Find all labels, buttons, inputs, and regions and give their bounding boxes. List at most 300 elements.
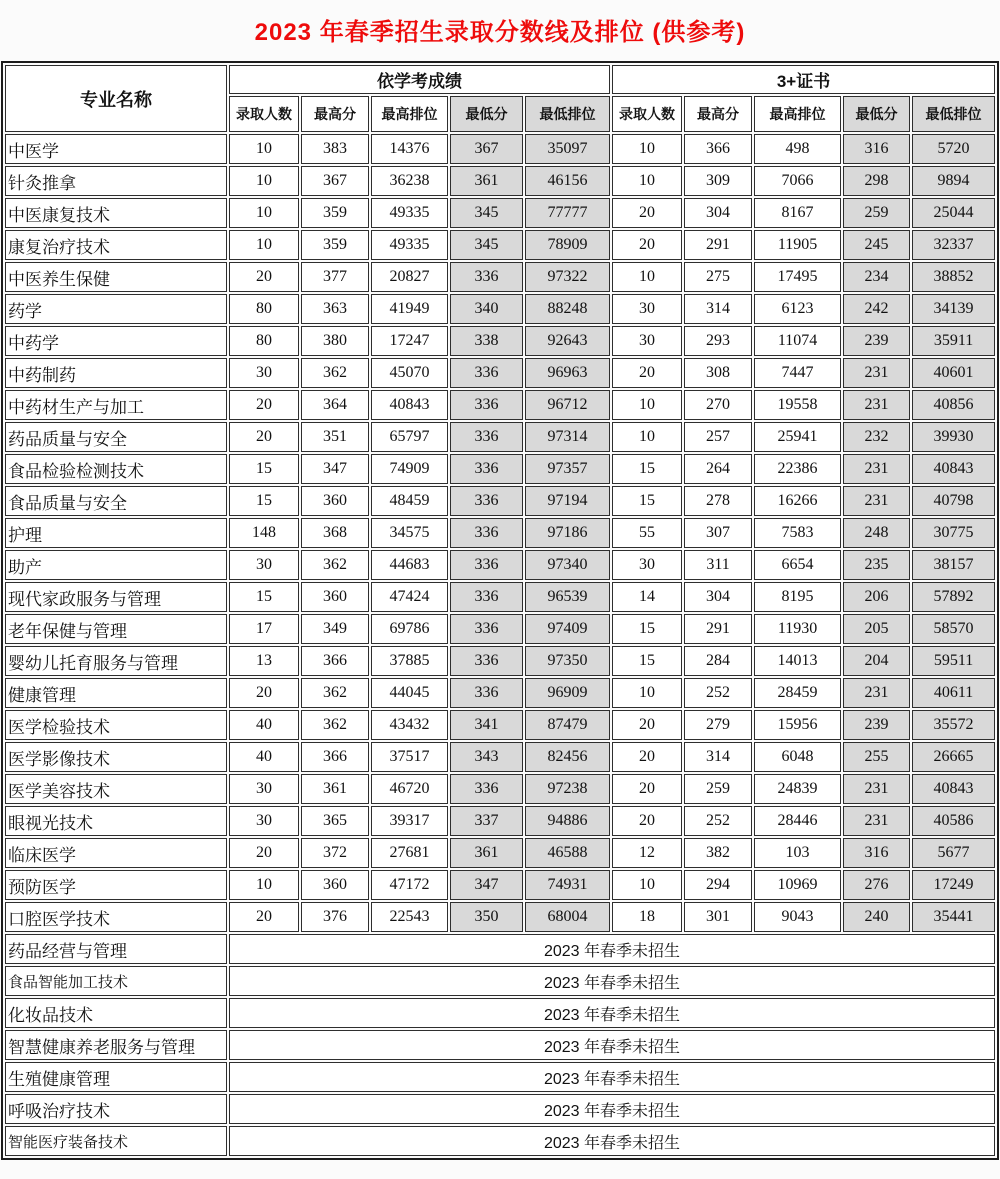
major-name-cell: 药品质量与安全 [5,422,227,452]
value-cell-group2-admitted-count: 30 [612,550,682,580]
value-cell-group2-lowest-rank: 26665 [912,742,995,772]
value-cell-group1-lowest-score: 338 [450,326,523,356]
value-cell-group2-lowest-rank: 40843 [912,454,995,484]
table-row-not-enrolled [5,998,995,1028]
value-cell-group2-lowest-score: 242 [843,294,910,324]
value-cell-group2-lowest-rank: 39930 [912,422,995,452]
value-cell-group2-lowest-score: 231 [843,806,910,836]
value-cell-group1-lowest-rank: 96539 [525,582,610,612]
major-name-cell: 中医养生保健 [5,262,227,292]
value-cell-group2-admitted-count: 10 [612,134,682,164]
value-cell-group2-lowest-score: 298 [843,166,910,196]
value-cell-group1-lowest-rank: 96712 [525,390,610,420]
value-cell-group2-lowest-score: 234 [843,262,910,292]
table-row [5,710,995,740]
table-row [5,678,995,708]
value-cell-group1-highest-score: 367 [301,166,369,196]
value-cell-group1-admitted-count: 30 [229,774,299,804]
value-cell-group2-highest-score: 308 [684,358,752,388]
major-name-cell: 医学影像技术 [5,742,227,772]
value-cell-group1-admitted-count: 10 [229,198,299,228]
value-cell-group2-lowest-score: 248 [843,518,910,548]
value-cell-group1-highest-score: 366 [301,646,369,676]
value-cell-group1-admitted-count: 15 [229,486,299,516]
value-cell-group1-highest-rank: 46720 [371,774,448,804]
value-cell-group1-lowest-rank: 97340 [525,550,610,580]
major-name-cell: 现代家政服务与管理 [5,582,227,612]
value-cell-group2-highest-score: 382 [684,838,752,868]
value-cell-group2-highest-rank: 22386 [754,454,841,484]
value-cell-group1-admitted-count: 30 [229,806,299,836]
value-cell-group2-admitted-count: 15 [612,486,682,516]
value-cell-group2-highest-score: 264 [684,454,752,484]
value-cell-group2-highest-rank: 24839 [754,774,841,804]
value-cell-group1-lowest-rank: 77777 [525,198,610,228]
value-cell-group2-admitted-count: 20 [612,198,682,228]
table-row [5,166,995,196]
value-cell-group1-lowest-rank: 97357 [525,454,610,484]
major-name-cell: 药品经营与管理 [5,934,227,964]
value-cell-group1-highest-score: 360 [301,486,369,516]
value-cell-group2-lowest-score: 239 [843,326,910,356]
value-cell-group1-lowest-score: 340 [450,294,523,324]
value-cell-group2-highest-score: 279 [684,710,752,740]
value-cell-group2-lowest-rank: 40611 [912,678,995,708]
value-cell-group1-lowest-rank: 82456 [525,742,610,772]
major-name-cell: 中医学 [5,134,227,164]
value-cell-group1-highest-score: 362 [301,550,369,580]
value-cell-group1-lowest-rank: 97194 [525,486,610,516]
value-cell-group1-highest-rank: 43432 [371,710,448,740]
value-cell-group2-lowest-score: 205 [843,614,910,644]
value-cell-group2-admitted-count: 14 [612,582,682,612]
value-cell-group2-admitted-count: 30 [612,326,682,356]
value-cell-group1-lowest-score: 336 [450,774,523,804]
value-cell-group1-highest-rank: 47424 [371,582,448,612]
major-name-cell: 生殖健康管理 [5,1062,227,1092]
table-row [5,806,995,836]
value-cell-group2-admitted-count: 20 [612,710,682,740]
major-name-cell: 食品检验检测技术 [5,454,227,484]
value-cell-group2-lowest-score: 316 [843,838,910,868]
value-cell-group2-admitted-count: 20 [612,806,682,836]
value-cell-group1-lowest-score: 336 [450,550,523,580]
value-cell-group1-lowest-score: 341 [450,710,523,740]
value-cell-group1-highest-rank: 41949 [371,294,448,324]
value-cell-group2-lowest-rank: 59511 [912,646,995,676]
value-cell-group2-highest-rank: 28459 [754,678,841,708]
major-name-cell: 中药学 [5,326,227,356]
table-row [5,134,995,164]
value-cell-group1-lowest-score: 336 [450,486,523,516]
value-cell-group1-admitted-count: 20 [229,422,299,452]
value-cell-group2-lowest-rank: 5677 [912,838,995,868]
value-cell-group2-admitted-count: 15 [612,454,682,484]
major-name-cell: 临床医学 [5,838,227,868]
table-row-not-enrolled [5,966,995,996]
value-cell-group1-admitted-count: 10 [229,870,299,900]
value-cell-group1-admitted-count: 20 [229,902,299,932]
value-cell-group1-highest-rank: 49335 [371,230,448,260]
value-cell-group2-highest-rank: 14013 [754,646,841,676]
value-cell-group1-highest-score: 364 [301,390,369,420]
value-cell-group2-lowest-rank: 35911 [912,326,995,356]
value-cell-group2-lowest-score: 204 [843,646,910,676]
value-cell-group1-highest-score: 359 [301,230,369,260]
value-cell-group1-highest-rank: 27681 [371,838,448,868]
value-cell-group1-lowest-rank: 46588 [525,838,610,868]
value-cell-group2-highest-rank: 11930 [754,614,841,644]
value-cell-group2-highest-score: 314 [684,742,752,772]
value-cell-group1-highest-score: 360 [301,582,369,612]
table-row [5,614,995,644]
value-cell-group1-lowest-score: 367 [450,134,523,164]
value-cell-group1-admitted-count: 80 [229,294,299,324]
value-cell-group1-lowest-rank: 46156 [525,166,610,196]
table-row [5,870,995,900]
value-cell-group1-highest-rank: 69786 [371,614,448,644]
value-cell-group2-highest-score: 278 [684,486,752,516]
value-cell-group2-highest-score: 311 [684,550,752,580]
value-cell-group2-lowest-score: 235 [843,550,910,580]
value-cell-group2-admitted-count: 30 [612,294,682,324]
value-cell-group2-highest-rank: 15956 [754,710,841,740]
value-cell-group1-highest-rank: 17247 [371,326,448,356]
value-cell-group1-highest-rank: 44683 [371,550,448,580]
page-title: 2023 年春季招生录取分数线及排位 (供参考) [254,19,746,46]
value-cell-group2-highest-rank: 8195 [754,582,841,612]
sub-header-group2-lowest-score: 最低分 [843,96,910,132]
value-cell-group2-lowest-rank: 57892 [912,582,995,612]
value-cell-group1-lowest-rank: 97322 [525,262,610,292]
value-cell-group1-lowest-score: 336 [450,358,523,388]
table-row [5,262,995,292]
value-cell-group1-lowest-rank: 97186 [525,518,610,548]
value-cell-group1-lowest-rank: 87479 [525,710,610,740]
value-cell-group1-lowest-rank: 96909 [525,678,610,708]
table-row-not-enrolled [5,1030,995,1060]
value-cell-group2-highest-rank: 8167 [754,198,841,228]
value-cell-group2-lowest-rank: 35441 [912,902,995,932]
table-row [5,454,995,484]
value-cell-group2-highest-score: 259 [684,774,752,804]
major-name-cell: 化妆品技术 [5,998,227,1028]
value-cell-group1-highest-rank: 20827 [371,262,448,292]
value-cell-group1-highest-score: 347 [301,454,369,484]
value-cell-group2-lowest-rank: 32337 [912,230,995,260]
group-header-certificate: 3+证书 [612,65,995,94]
major-name-cell: 医学美容技术 [5,774,227,804]
value-cell-group2-lowest-rank: 40798 [912,486,995,516]
value-cell-group2-admitted-count: 20 [612,230,682,260]
major-name-cell: 食品智能加工技术 [5,966,227,996]
value-cell-group2-highest-score: 304 [684,582,752,612]
value-cell-group1-lowest-score: 336 [450,614,523,644]
value-cell-group2-highest-score: 270 [684,390,752,420]
sub-header-group2-highest-score: 最高分 [684,96,752,132]
value-cell-group1-highest-score: 366 [301,742,369,772]
value-cell-group2-admitted-count: 15 [612,614,682,644]
value-cell-group1-highest-score: 361 [301,774,369,804]
value-cell-group2-highest-rank: 11074 [754,326,841,356]
value-cell-group1-admitted-count: 40 [229,742,299,772]
value-cell-group2-highest-rank: 17495 [754,262,841,292]
major-name-cell: 针灸推拿 [5,166,227,196]
major-name-cell: 食品质量与安全 [5,486,227,516]
value-cell-group1-admitted-count: 13 [229,646,299,676]
value-cell-group1-lowest-score: 345 [450,230,523,260]
major-name-cell: 康复治疗技术 [5,230,227,260]
value-cell-group2-highest-score: 291 [684,614,752,644]
admission-scores-table [1,61,999,1160]
value-cell-group1-highest-score: 376 [301,902,369,932]
table-row [5,518,995,548]
value-cell-group1-lowest-score: 361 [450,838,523,868]
table-row [5,326,995,356]
major-name-cell: 药学 [5,294,227,324]
value-cell-group2-admitted-count: 10 [612,870,682,900]
value-cell-group1-highest-rank: 45070 [371,358,448,388]
value-cell-group1-highest-rank: 14376 [371,134,448,164]
group-header-row [5,65,995,94]
value-cell-group2-lowest-rank: 38852 [912,262,995,292]
value-cell-group1-admitted-count: 15 [229,582,299,612]
value-cell-group2-lowest-rank: 17249 [912,870,995,900]
value-cell-group1-lowest-score: 347 [450,870,523,900]
value-cell-group2-admitted-count: 15 [612,646,682,676]
not-enrolled-cell: 2023 年春季未招生 [229,998,995,1028]
value-cell-group2-lowest-rank: 35572 [912,710,995,740]
major-name-cell: 中药材生产与加工 [5,390,227,420]
value-cell-group2-highest-rank: 11905 [754,230,841,260]
value-cell-group1-admitted-count: 20 [229,390,299,420]
value-cell-group1-lowest-rank: 97409 [525,614,610,644]
table-row [5,294,995,324]
sub-header-group2-highest-rank: 最高排位 [754,96,841,132]
value-cell-group1-highest-score: 383 [301,134,369,164]
value-cell-group2-lowest-score: 231 [843,358,910,388]
value-cell-group1-lowest-rank: 97238 [525,774,610,804]
value-cell-group2-lowest-score: 255 [843,742,910,772]
table-row-not-enrolled [5,1126,995,1156]
value-cell-group1-lowest-score: 350 [450,902,523,932]
value-cell-group2-highest-rank: 9043 [754,902,841,932]
value-cell-group2-highest-rank: 7583 [754,518,841,548]
table-row-not-enrolled [5,934,995,964]
table-row [5,646,995,676]
value-cell-group2-highest-rank: 28446 [754,806,841,836]
value-cell-group1-admitted-count: 40 [229,710,299,740]
major-name-cell: 健康管理 [5,678,227,708]
value-cell-group2-lowest-rank: 9894 [912,166,995,196]
value-cell-group2-highest-rank: 10969 [754,870,841,900]
value-cell-group1-highest-rank: 65797 [371,422,448,452]
value-cell-group1-admitted-count: 10 [229,230,299,260]
major-name-cell: 预防医学 [5,870,227,900]
table-row [5,198,995,228]
table-row [5,774,995,804]
value-cell-group2-highest-rank: 498 [754,134,841,164]
major-name-cell: 医学检验技术 [5,710,227,740]
value-cell-group1-admitted-count: 20 [229,838,299,868]
value-cell-group1-admitted-count: 30 [229,550,299,580]
value-cell-group1-highest-score: 363 [301,294,369,324]
value-cell-group1-lowest-rank: 92643 [525,326,610,356]
value-cell-group1-highest-rank: 49335 [371,198,448,228]
value-cell-group1-lowest-rank: 35097 [525,134,610,164]
value-cell-group1-highest-rank: 74909 [371,454,448,484]
value-cell-group1-lowest-rank: 96963 [525,358,610,388]
value-cell-group1-highest-rank: 44045 [371,678,448,708]
value-cell-group2-lowest-score: 231 [843,774,910,804]
value-cell-group1-admitted-count: 20 [229,262,299,292]
value-cell-group1-admitted-count: 20 [229,678,299,708]
not-enrolled-cell: 2023 年春季未招生 [229,1062,995,1092]
value-cell-group1-lowest-score: 336 [450,390,523,420]
value-cell-group2-highest-score: 304 [684,198,752,228]
value-cell-group1-highest-rank: 48459 [371,486,448,516]
value-cell-group2-highest-rank: 16266 [754,486,841,516]
value-cell-group1-highest-score: 359 [301,198,369,228]
value-cell-group1-admitted-count: 17 [229,614,299,644]
table-row [5,742,995,772]
table-row [5,422,995,452]
value-cell-group2-highest-score: 294 [684,870,752,900]
value-cell-group1-highest-rank: 36238 [371,166,448,196]
value-cell-group2-highest-score: 307 [684,518,752,548]
value-cell-group2-lowest-rank: 58570 [912,614,995,644]
value-cell-group2-admitted-count: 20 [612,742,682,772]
value-cell-group2-admitted-count: 10 [612,166,682,196]
major-name-cell: 口腔医学技术 [5,902,227,932]
value-cell-group2-lowest-rank: 5720 [912,134,995,164]
value-cell-group1-lowest-score: 345 [450,198,523,228]
value-cell-group2-admitted-count: 10 [612,390,682,420]
sub-header-group1-lowest-rank: 最低排位 [525,96,610,132]
value-cell-group2-highest-rank: 103 [754,838,841,868]
value-cell-group1-lowest-score: 336 [450,422,523,452]
value-cell-group2-highest-score: 252 [684,678,752,708]
value-cell-group1-lowest-score: 343 [450,742,523,772]
value-cell-group2-admitted-count: 18 [612,902,682,932]
value-cell-group1-lowest-score: 336 [450,678,523,708]
value-cell-group2-highest-rank: 25941 [754,422,841,452]
value-cell-group2-lowest-score: 240 [843,902,910,932]
value-cell-group2-highest-score: 252 [684,806,752,836]
value-cell-group2-highest-score: 275 [684,262,752,292]
value-cell-group1-lowest-rank: 78909 [525,230,610,260]
value-cell-group1-lowest-score: 336 [450,582,523,612]
value-cell-group2-lowest-rank: 34139 [912,294,995,324]
value-cell-group1-lowest-score: 336 [450,454,523,484]
value-cell-group1-lowest-rank: 94886 [525,806,610,836]
value-cell-group1-highest-rank: 39317 [371,806,448,836]
major-name-cell: 呼吸治疗技术 [5,1094,227,1124]
value-cell-group2-highest-rank: 6654 [754,550,841,580]
table-row-not-enrolled [5,1062,995,1092]
value-cell-group2-lowest-rank: 25044 [912,198,995,228]
table-row-not-enrolled [5,1094,995,1124]
not-enrolled-cell: 2023 年春季未招生 [229,1126,995,1156]
value-cell-group1-admitted-count: 148 [229,518,299,548]
value-cell-group2-lowest-score: 232 [843,422,910,452]
value-cell-group2-highest-score: 309 [684,166,752,196]
not-enrolled-cell: 2023 年春季未招生 [229,934,995,964]
major-name-cell: 婴幼儿托育服务与管理 [5,646,227,676]
value-cell-group2-admitted-count: 20 [612,358,682,388]
not-enrolled-cell: 2023 年春季未招生 [229,1030,995,1060]
value-cell-group2-admitted-count: 10 [612,678,682,708]
value-cell-group1-admitted-count: 80 [229,326,299,356]
not-enrolled-cell: 2023 年春季未招生 [229,1094,995,1124]
value-cell-group1-admitted-count: 15 [229,454,299,484]
major-name-cell: 助产 [5,550,227,580]
value-cell-group1-highest-rank: 47172 [371,870,448,900]
value-cell-group1-lowest-rank: 88248 [525,294,610,324]
sub-header-group2-admitted-count: 录取人数 [612,96,682,132]
value-cell-group2-lowest-score: 206 [843,582,910,612]
not-enrolled-cell: 2023 年春季未招生 [229,966,995,996]
value-cell-group2-highest-rank: 19558 [754,390,841,420]
value-cell-group2-highest-score: 301 [684,902,752,932]
value-cell-group1-admitted-count: 10 [229,134,299,164]
value-cell-group1-highest-rank: 37885 [371,646,448,676]
table-row [5,582,995,612]
value-cell-group2-highest-score: 366 [684,134,752,164]
value-cell-group1-highest-rank: 22543 [371,902,448,932]
value-cell-group2-highest-rank: 6048 [754,742,841,772]
value-cell-group1-highest-score: 362 [301,678,369,708]
value-cell-group1-lowest-score: 361 [450,166,523,196]
value-cell-group2-lowest-score: 276 [843,870,910,900]
sub-header-group1-lowest-score: 最低分 [450,96,523,132]
value-cell-group2-highest-score: 284 [684,646,752,676]
value-cell-group2-lowest-rank: 40856 [912,390,995,420]
value-cell-group1-highest-score: 362 [301,710,369,740]
value-cell-group2-lowest-rank: 40843 [912,774,995,804]
value-cell-group1-lowest-rank: 97314 [525,422,610,452]
table-row [5,230,995,260]
value-cell-group1-highest-score: 372 [301,838,369,868]
value-cell-group1-highest-rank: 40843 [371,390,448,420]
major-name-cell: 中医康复技术 [5,198,227,228]
value-cell-group2-admitted-count: 55 [612,518,682,548]
value-cell-group2-highest-rank: 6123 [754,294,841,324]
sub-header-group1-highest-score: 最高分 [301,96,369,132]
value-cell-group1-lowest-score: 336 [450,518,523,548]
value-cell-group2-lowest-score: 259 [843,198,910,228]
value-cell-group1-highest-score: 368 [301,518,369,548]
value-cell-group2-highest-rank: 7066 [754,166,841,196]
value-cell-group1-highest-rank: 34575 [371,518,448,548]
value-cell-group2-admitted-count: 12 [612,838,682,868]
value-cell-group1-highest-score: 349 [301,614,369,644]
value-cell-group2-lowest-score: 231 [843,390,910,420]
value-cell-group1-admitted-count: 10 [229,166,299,196]
value-cell-group1-lowest-score: 337 [450,806,523,836]
value-cell-group1-admitted-count: 30 [229,358,299,388]
value-cell-group2-lowest-score: 231 [843,678,910,708]
sub-header-group1-highest-rank: 最高排位 [371,96,448,132]
value-cell-group1-lowest-score: 336 [450,646,523,676]
sub-header-group1-admitted-count: 录取人数 [229,96,299,132]
table-row [5,902,995,932]
value-cell-group2-highest-score: 314 [684,294,752,324]
value-cell-group2-lowest-score: 245 [843,230,910,260]
value-cell-group2-highest-score: 293 [684,326,752,356]
value-cell-group1-lowest-rank: 97350 [525,646,610,676]
value-cell-group2-admitted-count: 20 [612,774,682,804]
